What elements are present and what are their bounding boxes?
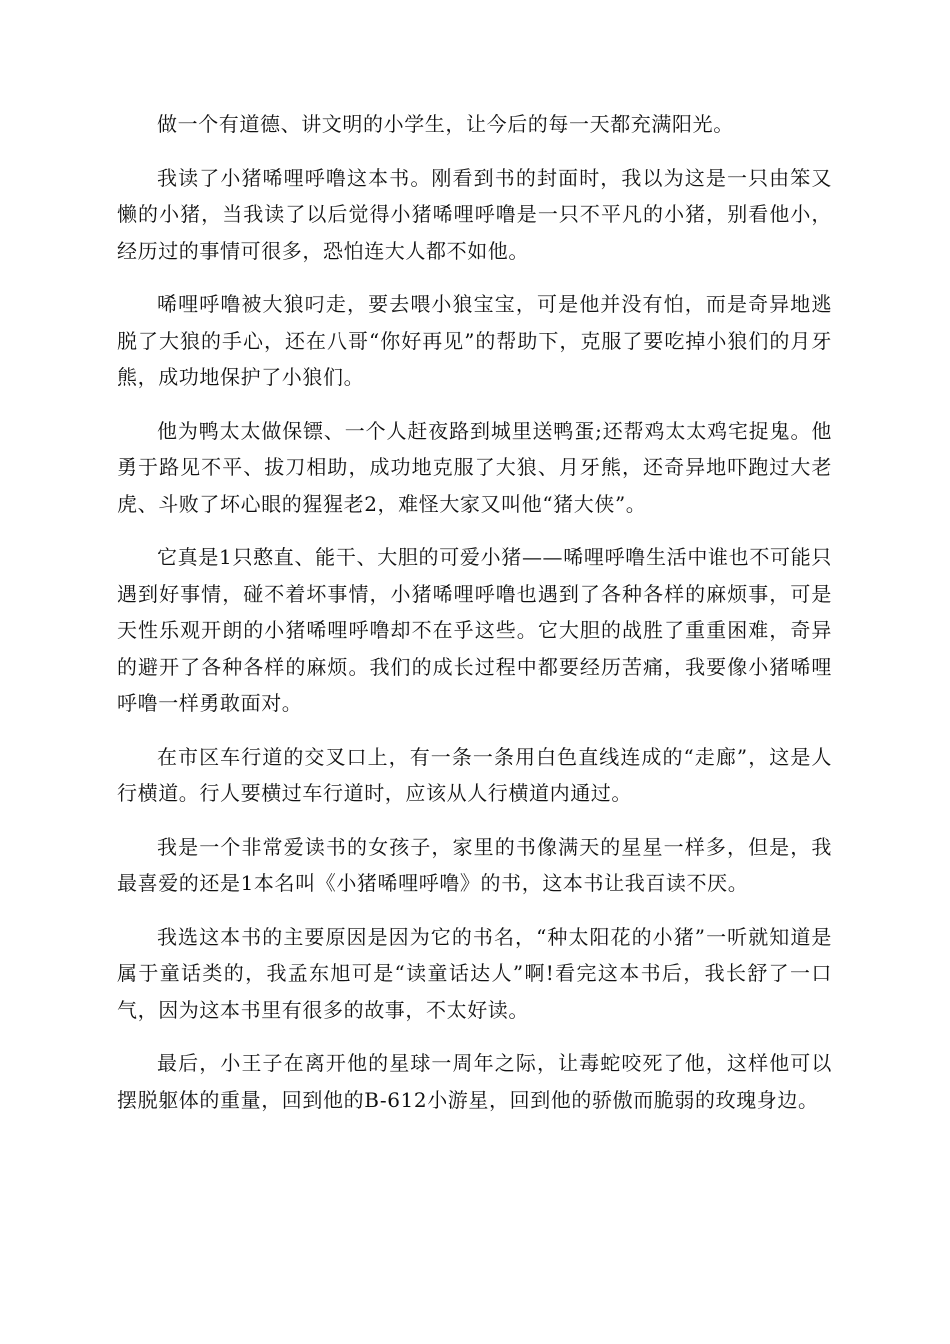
paragraph-7: 我是一个非常爱读书的女孩子，家里的书像满天的星星一样多，但是，我最喜爱的还是1本名叫《小猪唏哩呼噜》的书，这本书让我百读不厌。 (117, 834, 832, 895)
paragraph-1: 做一个有道德、讲文明的小学生，让今后的每一天都充满阳光。 (157, 112, 734, 136)
paragraph-9: 最后，小王子在离开他的星球一周年之际，让毒蛇咬死了他，这样他可以摆脱躯体的重量，回到他的B-612小游星，回到他的骄傲而脆弱的玫瑰身边。 (117, 1051, 832, 1112)
paragraph-3: 唏哩呼噜被大狼叼走，要去喂小狼宝宝，可是他并没有怕，而是奇异地逃脱了大狼的手心，还在八哥“你好再见”的帮助下，克服了要吃掉小狼们的月牙熊，成功地保护了小狼们。 (117, 292, 832, 389)
paragraph-5: 它真是1只憨直、能干、大胆的可爱小猪——唏哩呼噜生活中谁也不可能只遇到好事情，碰不着坏事情，小猪唏哩呼噜也遇到了各种各样的麻烦事，可是天性乐观开朗的小猪唏哩呼噜却不在乎这些。它大胆的战胜了重重困难，奇异的避开了各种各样的麻烦。我们的成长过程中都要经历苦痛，我要像小猪唏哩呼噜一样勇敢面对。 (117, 545, 832, 715)
paragraph-8: 我选这本书的主要原因是因为它的书名，“种太阳花的小猪”一听就知道是属于童话类的，我孟东旭可是“读童话达人”啊!看完这本书后，我长舒了一口气，因为这本书里有很多的故事，不太好读。 (117, 924, 832, 1022)
paragraph-6: 在市区车行道的交叉口上，有一条一条用白色直线连成的“走廊”，这是人行横道。行人要横过车行道时，应该从人行横道内通过。 (117, 744, 832, 805)
document-page (117, 106, 832, 1135)
paragraph-4: 他为鸭太太做保镖、一个人赶夜路到城里送鸭蛋;还帮鸡太太鸡宅捉鬼。他勇于路见不平、拔刀相助，成功地克服了大狼、月牙熊，还奇异地吓跑过大老虎、斗败了坏心眼的猩猩老2，难怪大家又叫他“猪大侠”。 (117, 418, 832, 516)
paragraph-2: 我读了小猪唏哩呼噜这本书。刚看到书的封面时，我以为这是一只由笨又懒的小猪，当我读了以后觉得小猪唏哩呼噜是一只不平凡的小猪，别看他小，经历过的事情可很多，恐怕连大人都不如他。 (117, 165, 832, 263)
